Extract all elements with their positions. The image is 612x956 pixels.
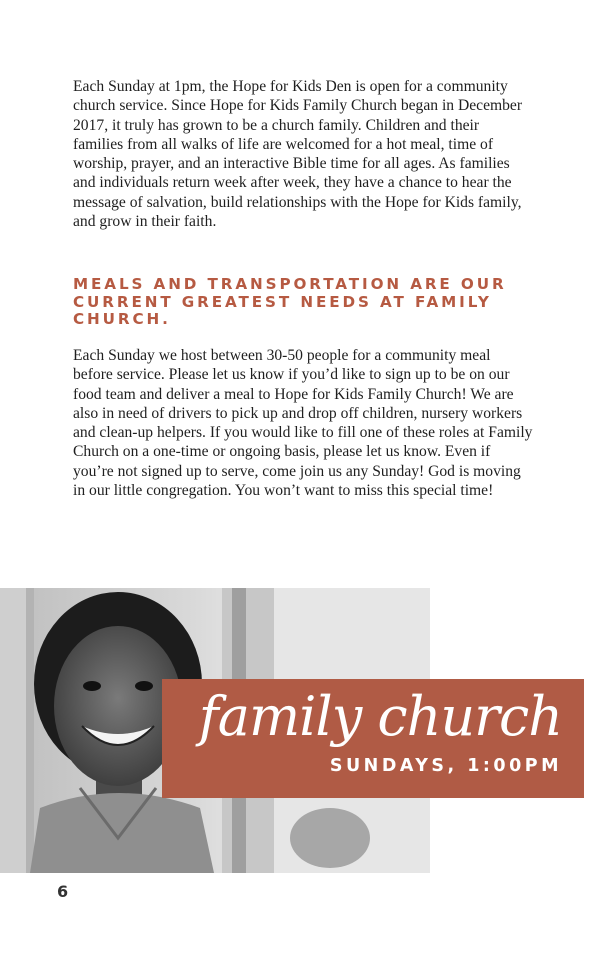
- family-church-banner: [162, 679, 584, 798]
- needs-paragraph: Each Sunday we host between 30-50 people for a community meal before service. Please let us know if you’d like to sign up to be on our food team and deliver a meal to Hope for Kids Family Church! We are also in need of drivers to pick up and drop off children, nursery workers and clean-up helpers. If you would like to fill one of these roles at Family Church on a one-time or ongoing basis, please let us know. Even if you’re not signed up to serve, come join us any Sunday! God is moving in our little congregation. You won’t want to miss this special time!: [73, 347, 533, 500]
- intro-paragraph: Each Sunday at 1pm, the Hope for Kids Den is open for a community church service. Since Hope for Kids Family Church began in December 2017, it truly has grown to be a church family. Children and their families from all walks of life are welcomed for a hot meal, time of worship, prayer, and an interactive Bible time for all ages. As families and individuals return week after week, they have a chance to hear the message of salvation, build relationships with the Hope for Kids family, and grow in their faith.: [73, 78, 523, 231]
- banner-subtitle: SUNDAYS, 1:00PM: [329, 756, 562, 776]
- banner-title: family church: [198, 685, 562, 748]
- page-number: 6: [57, 882, 69, 901]
- section-heading: MEALS AND TRANSPORTATION ARE OUR CURRENT GREATEST NEEDS AT FAMILY CHURCH.: [73, 275, 507, 328]
